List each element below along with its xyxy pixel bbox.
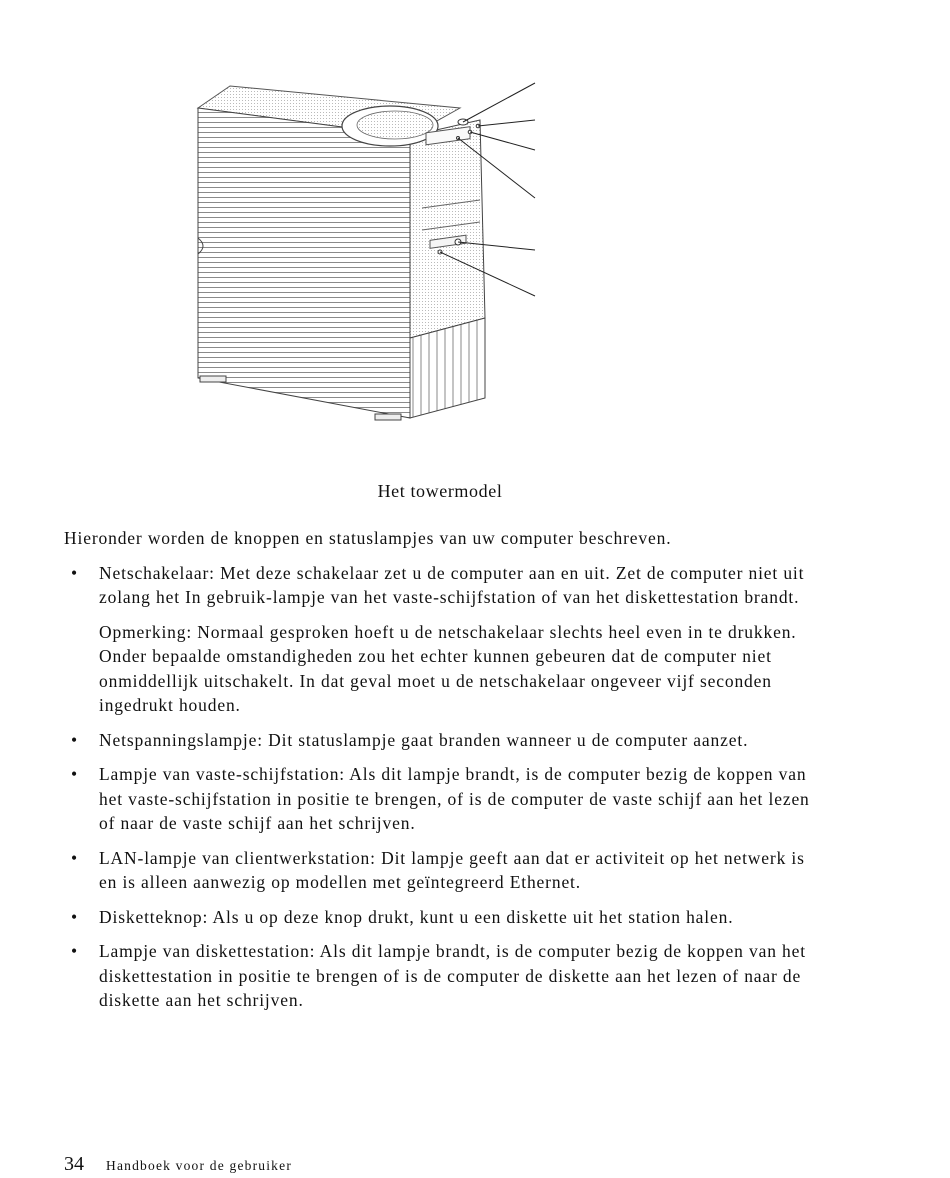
list-item-text: Disketteknop: Als u op deze knop drukt, kunt u een diskette uit het station halen. xyxy=(99,906,734,927)
list-item-hard-disk-light xyxy=(64,762,824,836)
list-item-text: Lampje van vaste-schijfstation: Als dit lampje brandt, is de computer bezig de koppen van het vaste-schijfstation in positie te brengen, of is de computer de vaste schijf aan het lezen of naar de vaste schijf aan het schrijven. xyxy=(99,764,810,833)
bullet: • xyxy=(71,906,78,927)
list-item-lan-light xyxy=(64,846,824,895)
list-item-power-switch xyxy=(64,561,824,718)
list-item-power-light xyxy=(64,728,824,753)
intro-paragraph: Hieronder worden de knoppen en statuslampjes van uw computer beschreven. xyxy=(64,528,672,548)
page-number: 34 xyxy=(64,1153,84,1175)
list-item-diskette-button xyxy=(64,905,824,930)
bullet: • xyxy=(71,764,78,784)
running-title: Handboek voor de gebruiker xyxy=(106,1158,293,1173)
note-paragraph: Opmerking: Normaal gesproken hoeft u de netschakelaar slechts heel even in te drukken. Onder bepaalde omstandigheden zou het echter kunnen gebeuren dat de computer niet onmiddellijk uitschakelt. In dat geval moet u de netschakelaar ongeveer vijf seconden ingedrukt houden. xyxy=(99,621,797,715)
button-and-light-list xyxy=(64,561,824,1013)
list-item-text: Netschakelaar: Met deze schakelaar zet u de computer aan en uit. Zet de computer niet uit zolang het In gebruik-lampje van het vaste-schijfstation of van het diskettestation brandt. xyxy=(99,562,805,607)
tower-model-illustration xyxy=(190,78,550,428)
bullet: • xyxy=(71,729,78,750)
figure-caption: Het towermodel xyxy=(377,481,503,501)
list-item-text: Lampje van diskettestation: Als dit lampje brandt, is de computer bezig de koppen van het diskettestation in positie te brengen of is de computer de diskette aan het lezen of naar de diskette aan het schrijven. xyxy=(99,941,806,1010)
bullet: • xyxy=(71,941,78,961)
list-item-text: LAN-lampje van clientwerkstation: Dit lampje geeft aan dat er activiteit op het netwerk is en is alleen aanwezig op modellen met geïntegreerd Ethernet. xyxy=(99,847,805,892)
bullet: • xyxy=(71,847,78,868)
page-footer xyxy=(64,1153,292,1176)
list-item-text: Netspanningslampje: Dit statuslampje gaat branden wanneer u de computer aanzet. xyxy=(99,729,749,750)
bullet: • xyxy=(71,562,78,583)
body-text xyxy=(64,526,824,1023)
list-item-diskette-light xyxy=(64,939,824,1013)
